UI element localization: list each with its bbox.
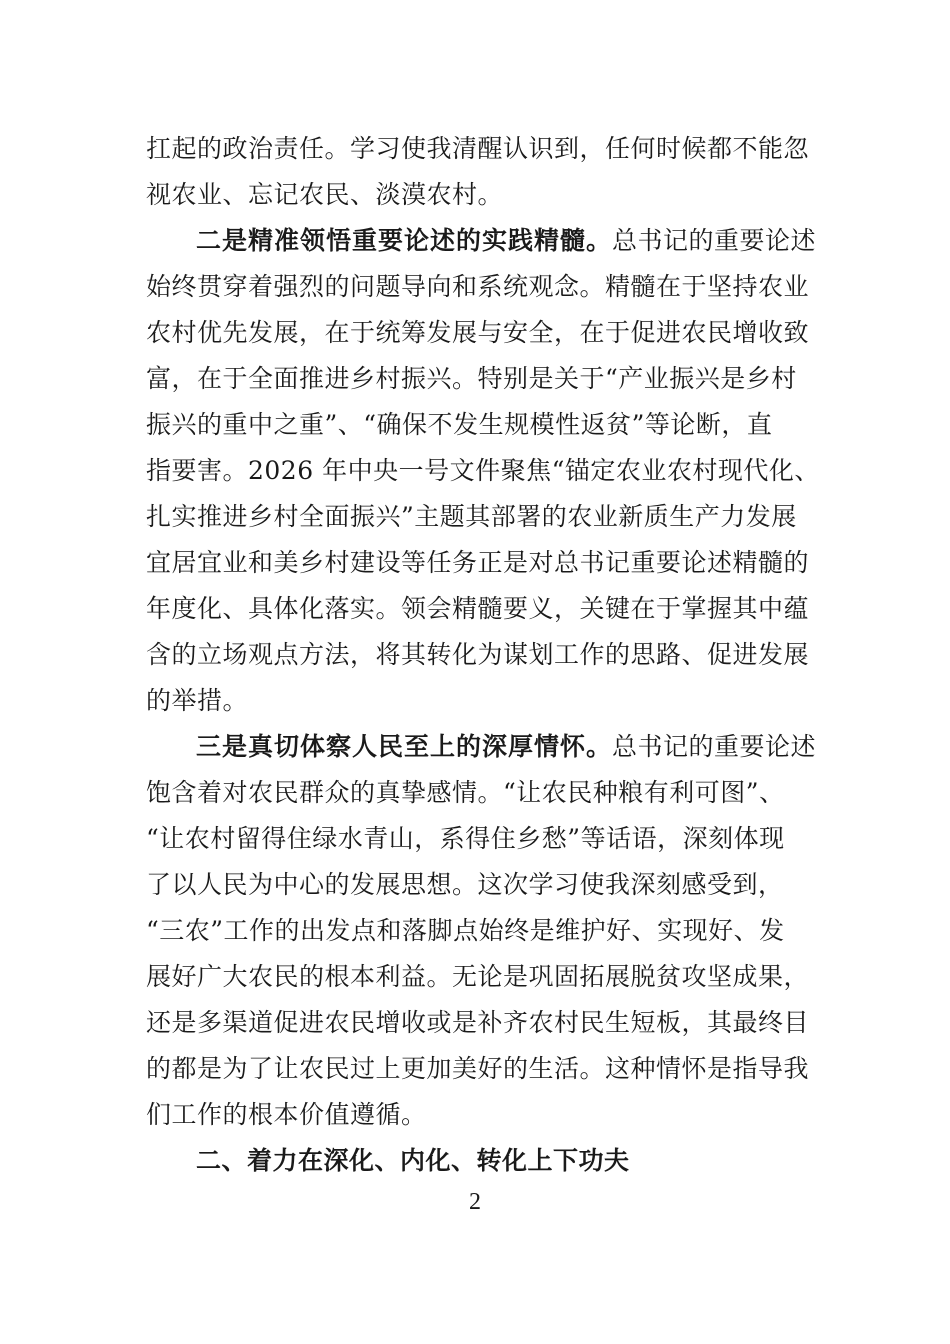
paragraph-lead: 二是精准领悟重要论述的实践精髓。 (196, 226, 613, 255)
paragraph-line: “三农”工作的出发点和落脚点始终是维护好、实现好、发 (146, 916, 785, 945)
paragraph-line: 年度化、具体化落实。领会精髓要义，关键在于掌握其中蕴 (146, 594, 810, 623)
paragraph-line: 富，在于全面推进乡村振兴。特别是关于“产业振兴是乡村 (146, 364, 797, 393)
paragraph-line: 饱含着对农民群众的真挚感情。“让农民种粮有利可图”、 (146, 778, 785, 807)
paragraph-line: 宜居宜业和美乡村建设等任务正是对总书记重要论述精髓的 (146, 548, 810, 577)
paragraph-line: 扛起的政治责任。学习使我清醒认识到，任何时候都不能忽 (146, 134, 810, 163)
paragraph-line: 始终贯穿着强烈的问题导向和系统观念。精髓在于坚持农业 (146, 272, 810, 301)
paragraph-line: 农村优先发展，在于统筹发展与安全，在于促进农民增收致 (146, 318, 810, 347)
paragraph-line: 视农业、忘记农民、淡漠农村。 (146, 180, 504, 209)
paragraph-line: 扎实推进乡村全面振兴”主题其部署的农业新质生产力发展 (146, 502, 797, 531)
paragraph-first-line (196, 218, 816, 264)
paragraph-line: 含的立场观点方法，将其转化为谋划工作的思路、促进发展 (146, 640, 810, 669)
paragraph-text: 总书记的重要论述 (612, 226, 817, 255)
paragraph-line: 的都是为了让农民过上更加美好的生活。这种情怀是指导我 (146, 1054, 810, 1083)
paragraph-line: 了以人民为中心的发展思想。这次学习使我深刻感受到， (146, 870, 784, 899)
paragraph-line: 振兴的重中之重”、“确保不发生规模性返贫”等论断，直 (146, 410, 773, 439)
paragraph-line: 的举措。 (146, 686, 249, 715)
page-number: 2 (469, 1189, 481, 1215)
paragraph-line: “让农村留得住绿水青山，系得住乡愁”等话语，深刻体现 (146, 824, 785, 853)
paragraph-line: 们工作的根本价值遵循。 (146, 1100, 427, 1129)
paragraph-line: 展好广大农民的根本利益。无论是巩固拓展脱贫攻坚成果， (146, 962, 810, 991)
paragraph-line: 还是多渠道促进农民增收或是补齐农村民生短板，其最终目 (146, 1008, 810, 1037)
paragraph-text: 总书记的重要论述 (612, 732, 817, 761)
paragraph-first-line (196, 724, 816, 770)
section-heading: 二、着力在深化、内化、转化上下功夫 (196, 1146, 630, 1175)
paragraph-line: 指要害。2026 年中央一号文件聚焦“锚定农业农村现代化、 (146, 456, 820, 485)
paragraph-lead: 三是真切体察人民至上的深厚情怀。 (196, 732, 613, 761)
